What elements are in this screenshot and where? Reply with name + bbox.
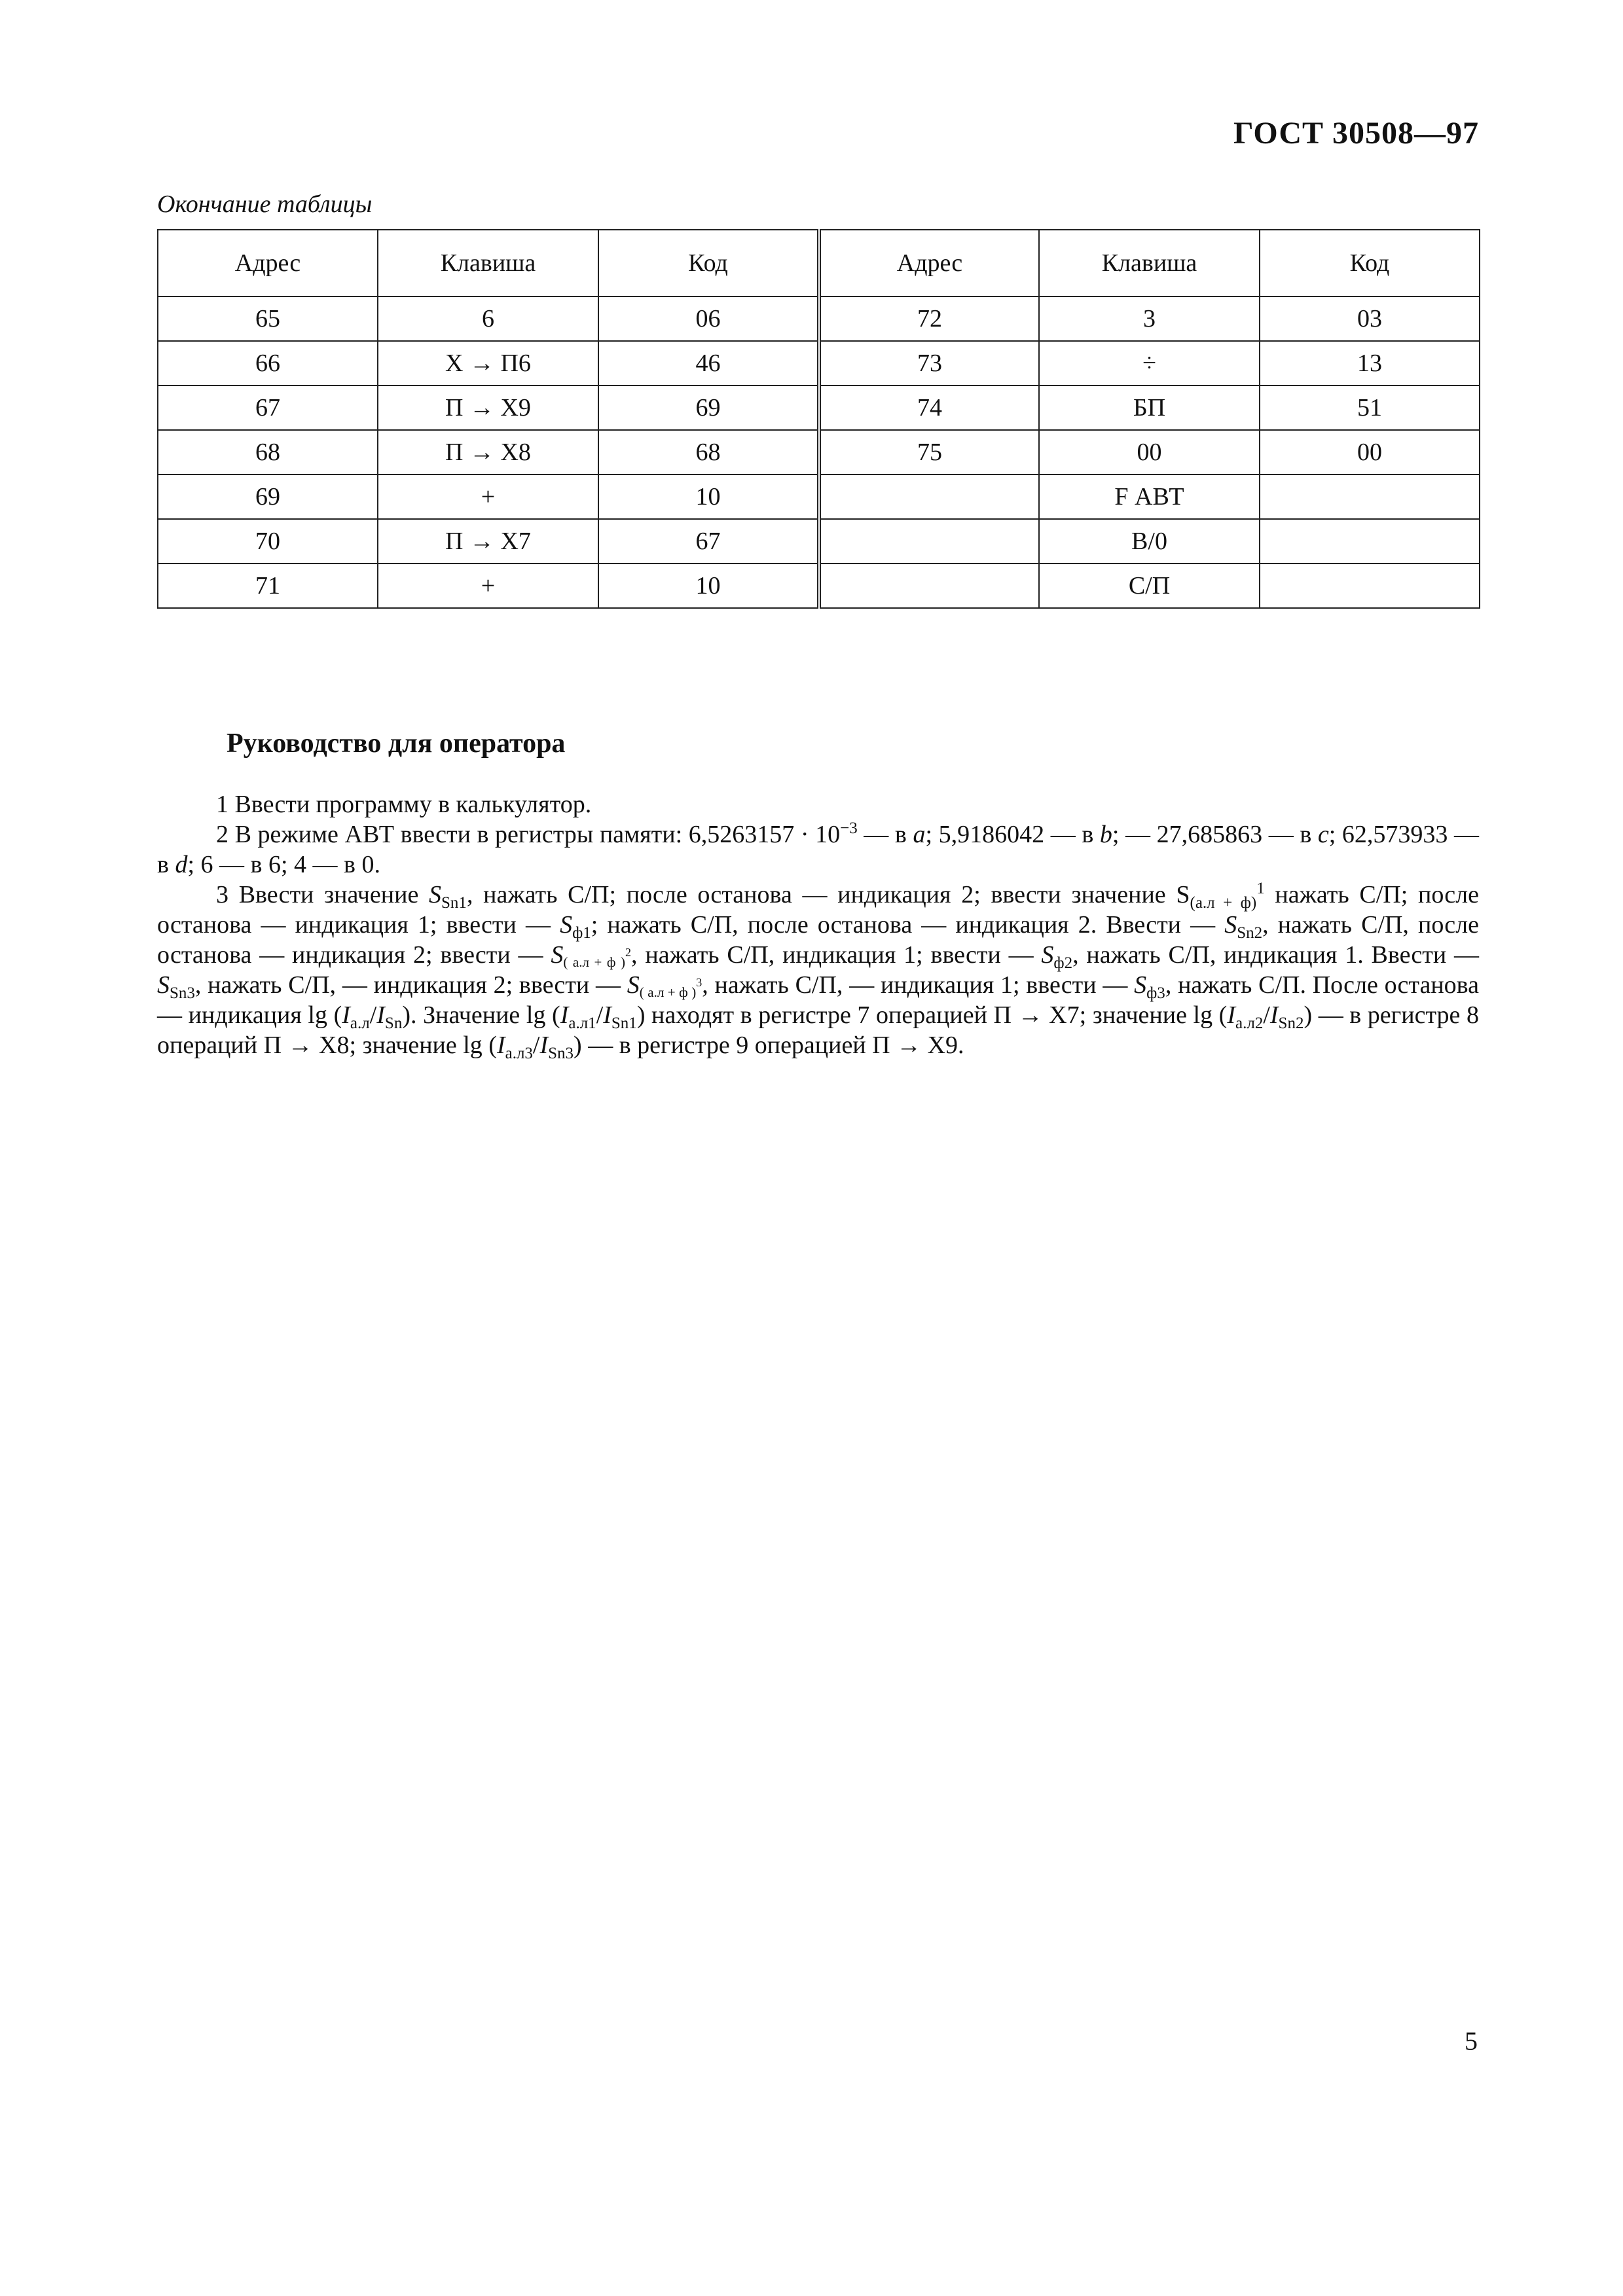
table-cell: 10 [598,475,819,519]
table-cell [1260,564,1480,608]
table-cell: 65 [158,296,378,341]
header-code: Код [1260,230,1480,296]
table-cell: 6 [378,296,598,341]
table-cell: + [378,475,598,519]
document-code: ГОСТ 30508—97 [1233,116,1479,151]
table-cell: F АВТ [1039,475,1260,519]
table-cell: 03 [1260,296,1480,341]
table-cell: 67 [158,386,378,430]
table-cell: 51 [1260,386,1480,430]
table-cell: П → X8 [378,430,598,475]
header-key: Клавиша [1039,230,1260,296]
table-cell: БП [1039,386,1260,430]
table-cell: 75 [819,430,1039,475]
table-cell: С/П [1039,564,1260,608]
table-cell: 73 [819,341,1039,386]
table-cell [819,475,1039,519]
table-cell: 71 [158,564,378,608]
table-caption: Окончание таблицы [157,190,373,218]
table-row [158,475,1480,519]
table-cell: 46 [598,341,819,386]
table-cell: X → П6 [378,341,598,386]
table-row [158,341,1480,386]
table-cell: 68 [598,430,819,475]
table-cell: 66 [158,341,378,386]
table-row [158,564,1480,608]
table-row [158,430,1480,475]
table-cell [819,519,1039,564]
table-cell: + [378,564,598,608]
table-row [158,386,1480,430]
table-cell: 72 [819,296,1039,341]
table-cell: 13 [1260,341,1480,386]
paragraph-2: 2 В режиме АВТ ввести в регистры памяти: $6,5263157 \cdot 10^{-3}$ — в a; 5,9186042 — в b; — 27,685863 — в c; 62,573933 — в d; 6 — в 6; 4 — в 0. [157,819,1480,878]
table-row [158,296,1480,341]
table-cell [819,564,1039,608]
table-cell: 74 [819,386,1039,430]
table-row [158,519,1480,564]
table-cell: П → X9 [378,386,598,430]
table-cell: 68 [158,430,378,475]
header-code: Код [598,230,819,296]
operator-instructions [157,789,1479,1060]
table-cell: П → X7 [378,519,598,564]
header-address: Адрес [819,230,1039,296]
table-header-row [158,230,1480,296]
table-cell: 10 [598,564,819,608]
table-cell: 70 [158,519,378,564]
header-key: Клавиша [378,230,598,296]
table-cell [1260,475,1480,519]
table-cell: В/0 [1039,519,1260,564]
section-title: Руководство для оператора [227,728,566,759]
table-cell: 69 [158,475,378,519]
paragraph-1: 1 Ввести программу в калькулятор. [216,791,592,818]
table-cell: 06 [598,296,819,341]
table-cell [1260,519,1480,564]
table-cell: 67 [598,519,819,564]
header-address: Адрес [158,230,378,296]
table-cell: 00 [1039,430,1260,475]
table-cell: 3 [1039,296,1260,341]
table-cell: ÷ [1039,341,1260,386]
page-number: 5 [1465,2026,1478,2056]
table-cell: 69 [598,386,819,430]
paragraph-3: 3 Ввести значение $S_{Sn1}$, нажать С/П; после останова — индикация 2; ввести значение $S_{(а.л + ф)}^1$ нажать С/П; после останова — индикация 1; ввести — $S_{ф1}$; нажать С/П, после останова — индикация 2. Ввести — $S_{Sn2}$, нажать С/П, после останова — индикация 2; ввести — S( а.л + ф )$^2$, нажать С/П, индикация 1; ввести — $S_{ф2}$, нажать С/П, индикация 1. Ввести — $S_{Sn3}$, нажать С/П, — индикация 2; ввести — S( а.л + ф )$^3$, нажать С/П, — индикация 1; ввести — $S_{ф3}$, нажать С/П. После останова — индикация $\lg (I_{а.л}/I_{Sn})$. Значение $\lg (I_{а.л1}/I_{Sn1})$ находят в регистре 7 операцией П → X7; значение $\lg (I_{а.л2}/I_{Sn2})$ — в регистре 8 операций П → X8; значение $\lg (I_{а.л3}/I_{Sn3})$ — в регистре 9 операцией П → X9. [157,880,1479,1062]
program-table [157,229,1480,609]
table-cell: 00 [1260,430,1480,475]
